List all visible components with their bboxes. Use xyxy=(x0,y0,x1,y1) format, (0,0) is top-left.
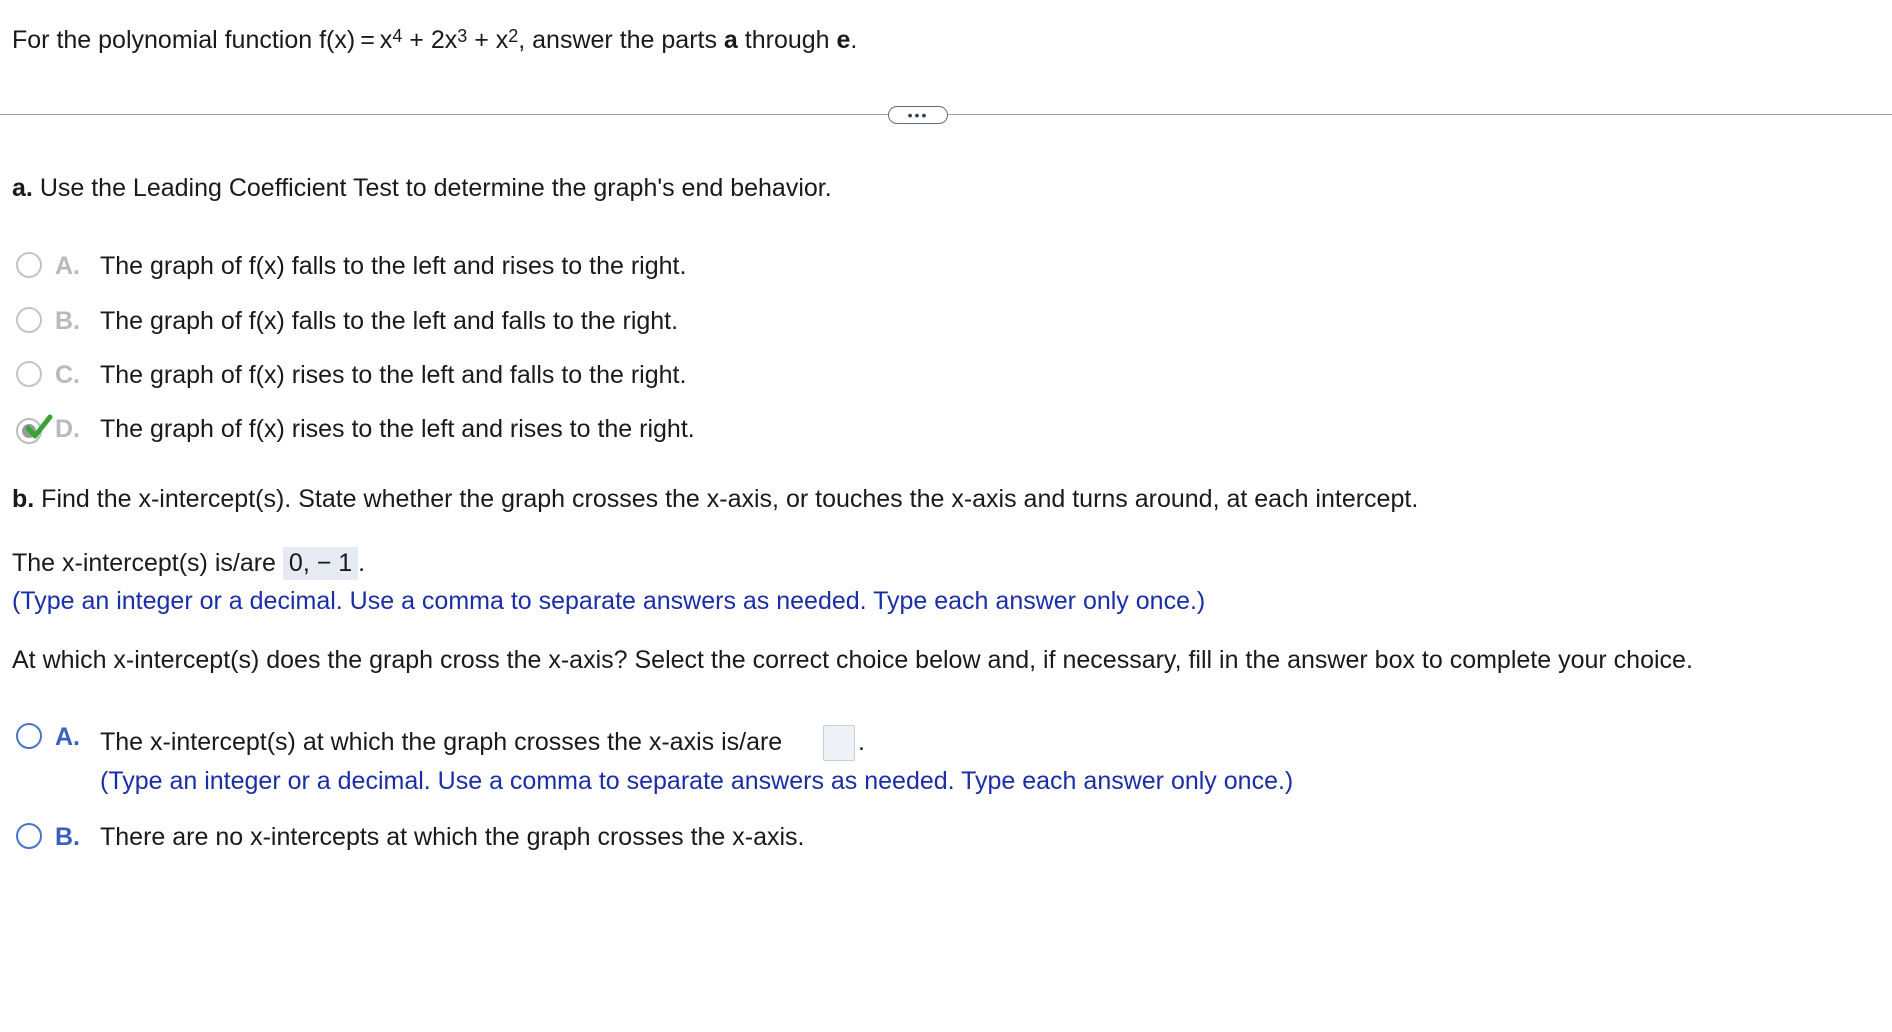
checkmark-icon xyxy=(14,412,54,448)
part-b-option-b-letter: B. xyxy=(55,823,80,851)
part-a-option-d-letter: D. xyxy=(55,415,80,443)
intercepts-hint: (Type an integer or a decimal. Use a comma to separate answers as needed. Type each answer only once.) xyxy=(12,587,1206,615)
part-b-prompt: b. Find the x-intercept(s). State whether the graph crosses the x-axis, or touches the x-axis and turns around, at each intercept. xyxy=(12,485,1419,513)
crossing-answer-input[interactable] xyxy=(823,725,855,761)
part-a-option-d-text[interactable]: The graph of f(x) rises to the left and rises to the right. xyxy=(100,415,695,443)
option-a-period: . xyxy=(858,728,865,756)
part-b-radio-b[interactable] xyxy=(16,823,42,849)
part-a-option-c-text[interactable]: The graph of f(x) rises to the left and falls to the right. xyxy=(100,361,687,389)
part-a-option-b-letter: B. xyxy=(55,307,80,335)
part-a-option-a-letter: A. xyxy=(55,252,80,280)
part-a-option-b-text[interactable]: The graph of f(x) falls to the left and falls to the right. xyxy=(100,307,679,335)
part-b-option-a-text[interactable]: The x-intercept(s) at which the graph crosses the x-axis is/are xyxy=(100,728,783,756)
intercepts-line: The x-intercept(s) is/are 0, − 1 . xyxy=(12,547,365,580)
cross-question: At which x-intercept(s) does the graph cross the x-axis? Select the correct choice below and, if necessary, fill in the answer box to complete your choice. xyxy=(12,646,1693,674)
part-a-radio-d-selected[interactable] xyxy=(14,412,48,446)
part-b-option-a-hint: (Type an integer or a decimal. Use a comma to separate answers as needed. Type each answer only once.) xyxy=(100,767,1294,795)
part-a-prompt: a. Use the Leading Coefficient Test to determine the graph's end behavior. xyxy=(12,174,832,202)
more-options-button[interactable]: ••• xyxy=(888,106,948,124)
part-b-option-b-text[interactable]: There are no x-intercepts at which the graph crosses the x-axis. xyxy=(100,823,805,851)
part-a-radio-b[interactable] xyxy=(16,307,42,333)
part-a-radio-a[interactable] xyxy=(16,252,42,278)
intercepts-answer-box[interactable]: 0, − 1 xyxy=(283,547,358,580)
question-text: For the polynomial function $f(x) = x^4 + 2x^3 + x^2$, answer the parts a through e. xyxy=(12,26,858,54)
part-a-option-c-letter: C. xyxy=(55,361,80,389)
part-b-radio-a[interactable] xyxy=(16,723,42,749)
part-a-option-a-text[interactable]: The graph of f(x) falls to the left and rises to the right. xyxy=(100,252,687,280)
part-a-radio-c[interactable] xyxy=(16,361,42,387)
part-b-option-a-letter: A. xyxy=(55,723,80,751)
